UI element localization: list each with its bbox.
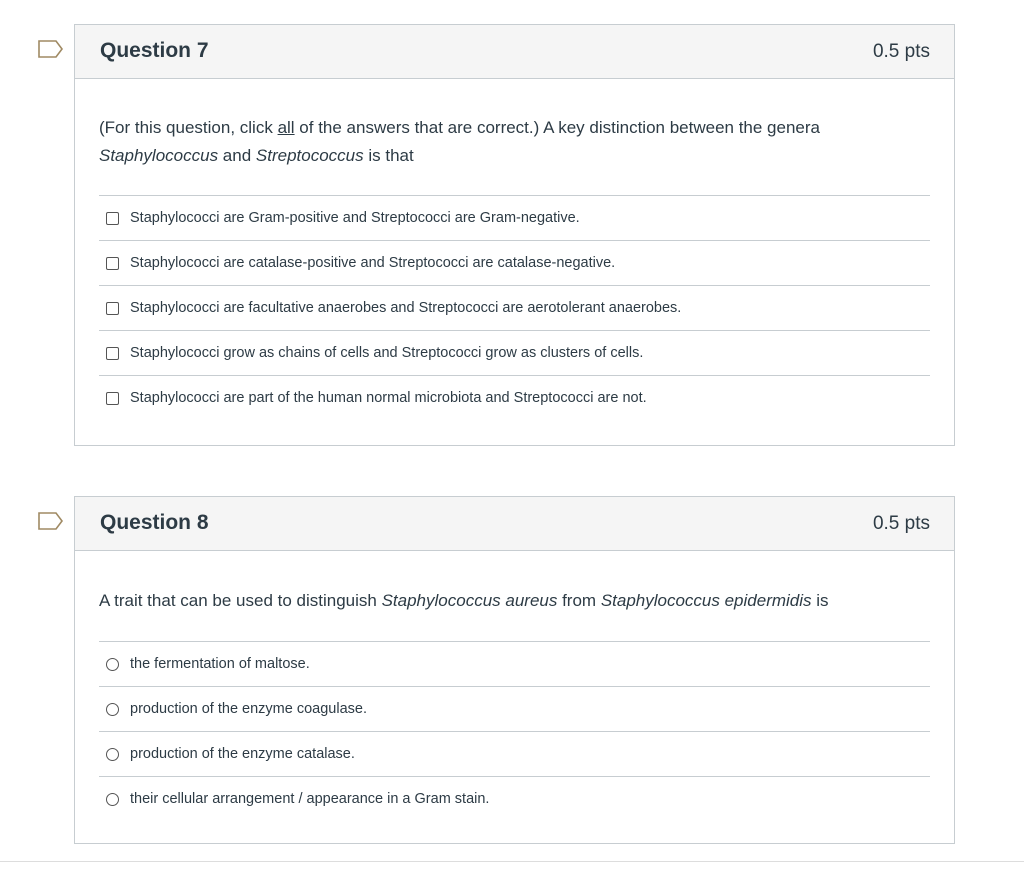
question-points: 0.5 pts: [872, 41, 930, 62]
answer-option[interactable]: [99, 285, 930, 330]
checkbox[interactable]: [106, 347, 119, 360]
checkbox[interactable]: [106, 212, 119, 225]
answer-label: the fermentation of maltose.: [130, 656, 310, 672]
answer-label: their cellular arrangement / appearance in a Gram stain.: [130, 791, 490, 807]
flag-question-icon[interactable]: [38, 512, 64, 530]
radio-button[interactable]: [106, 658, 119, 671]
question-8-card: [74, 496, 955, 844]
radio-button[interactable]: [106, 703, 119, 716]
answer-option[interactable]: [99, 641, 930, 686]
answer-option[interactable]: [99, 195, 930, 240]
answer-label: Staphylococci are catalase-positive and Streptococci are catalase-negative.: [130, 255, 616, 271]
answer-label: production of the enzyme catalase.: [130, 746, 355, 762]
answer-option[interactable]: [99, 330, 930, 375]
radio-button[interactable]: [106, 748, 119, 761]
question-header: [75, 25, 954, 79]
question-7-card: [74, 24, 955, 446]
question-points: 0.5 pts: [872, 513, 930, 534]
answer-option[interactable]: [99, 375, 930, 420]
answer-label: Staphylococci are Gram-positive and Streptococci are Gram-negative.: [130, 210, 580, 226]
answer-label: Staphylococci grow as chains of cells and Streptococci grow as clusters of cells.: [130, 345, 644, 361]
question-title: Question 8: [100, 511, 209, 534]
question-prompt: A trait that can be used to distinguish Staphylococcus aureus from Staphylococcus epidermidis is: [99, 591, 829, 610]
answer-label: Staphylococci are part of the human normal microbiota and Streptococci are not.: [130, 390, 647, 406]
checkbox[interactable]: [106, 392, 119, 405]
question-header: [75, 497, 954, 551]
answer-option[interactable]: [99, 731, 930, 776]
answer-label: Staphylococci are facultative anaerobes and Streptococci are aerotolerant anaerobes.: [130, 300, 682, 316]
radio-button[interactable]: [106, 793, 119, 806]
question-prompt: (For this question, click all of the answers that are correct.) A key distinction between the genera Staphylococcus and Streptococcus is that: [99, 118, 820, 165]
answer-option[interactable]: [99, 686, 930, 731]
answer-label: production of the enzyme coagulase.: [130, 701, 367, 717]
question-title: Question 7: [100, 39, 209, 62]
answer-option[interactable]: [99, 776, 930, 821]
answer-option[interactable]: [99, 240, 930, 285]
divider: [0, 861, 1024, 862]
checkbox[interactable]: [106, 257, 119, 270]
checkbox[interactable]: [106, 302, 119, 315]
flag-question-icon[interactable]: [38, 40, 64, 58]
